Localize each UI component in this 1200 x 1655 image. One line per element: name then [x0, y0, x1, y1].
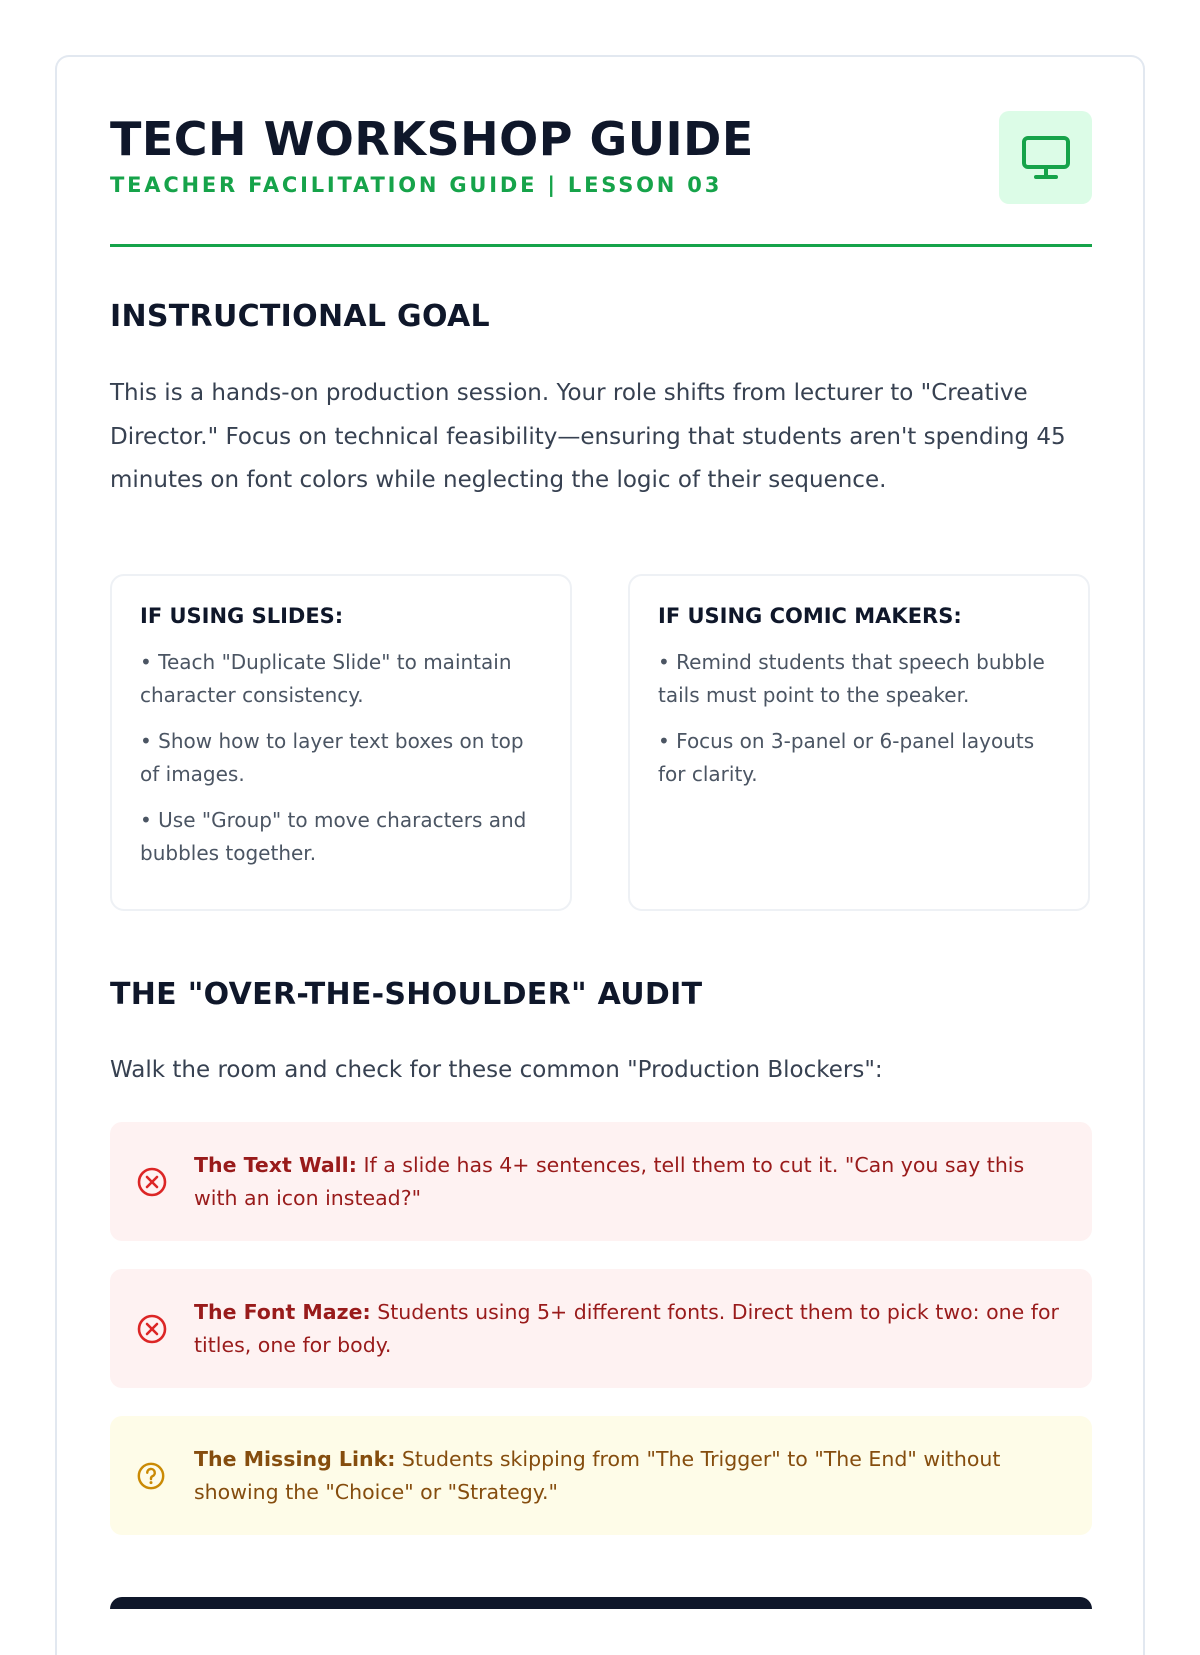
slides-tips-heading: IF USING SLIDES: [140, 604, 344, 628]
next-section-bar [110, 1597, 1092, 1609]
list-item: • Show how to layer text boxes on top of images. [140, 729, 524, 786]
guide-card [55, 55, 1145, 1655]
blocker-text-wall [110, 1122, 1092, 1241]
monitor-icon-badge [999, 111, 1092, 204]
blocker-label: The Font Maze: [194, 1299, 371, 1324]
header-divider [110, 244, 1092, 247]
blocker-description: Students using 5+ different fonts. Direct them to pick two: one for titles, one for body. [194, 1299, 1059, 1357]
page-title: TECH WORKSHOP GUIDE [110, 112, 754, 166]
list-item: • Remind students that speech bubble tails must point to the speaker. [658, 650, 1045, 707]
goal-body: This is a hands-on production session. Your role shifts from lecturer to "Creative Director." Focus on technical feasibility—ensuring that students aren't spending 45 minutes on font colors while neglecting the logic of their sequence. [110, 380, 1066, 493]
blocker-description: If a slide has 4+ sentences, tell them to cut it. "Can you say this with an icon instead?" [194, 1152, 1025, 1210]
audit-heading: THE "OVER-THE-SHOULDER" AUDIT [110, 977, 703, 1012]
blocker-text [194, 1149, 1062, 1215]
blocker-text [194, 1296, 1062, 1362]
blocker-text [194, 1443, 1062, 1509]
page-subtitle: TEACHER FACILITATION GUIDE | LESSON 03 [110, 173, 723, 197]
comic-tips-list [658, 646, 1060, 791]
question-circle-icon [136, 1460, 168, 1492]
goal-heading: INSTRUCTIONAL GOAL [110, 299, 490, 334]
audit-intro: Walk the room and check for these common "Production Blockers": [110, 1057, 883, 1083]
blocker-description: Students skipping from "The Trigger" to "The End" without showing the "Choice" or "Strategy." [194, 1446, 1001, 1504]
blocker-missing-link [110, 1416, 1092, 1535]
list-item: • Focus on 3-panel or 6-panel layouts for clarity. [658, 729, 1035, 786]
slides-tips-card [110, 574, 572, 911]
comic-tips-card [628, 574, 1090, 911]
blocker-label: The Missing Link: [194, 1446, 396, 1471]
monitor-icon [1021, 135, 1071, 181]
list-item: • Use "Group" to move characters and bubbles together. [140, 808, 527, 865]
blocker-label: The Text Wall: [194, 1152, 357, 1177]
blocker-font-maze [110, 1269, 1092, 1388]
list-item: • Teach "Duplicate Slide" to maintain character consistency. [140, 650, 512, 707]
comic-tips-heading: IF USING COMIC MAKERS: [658, 604, 962, 628]
slides-tips-list [140, 646, 542, 870]
x-circle-icon [136, 1166, 168, 1198]
x-circle-icon [136, 1313, 168, 1345]
